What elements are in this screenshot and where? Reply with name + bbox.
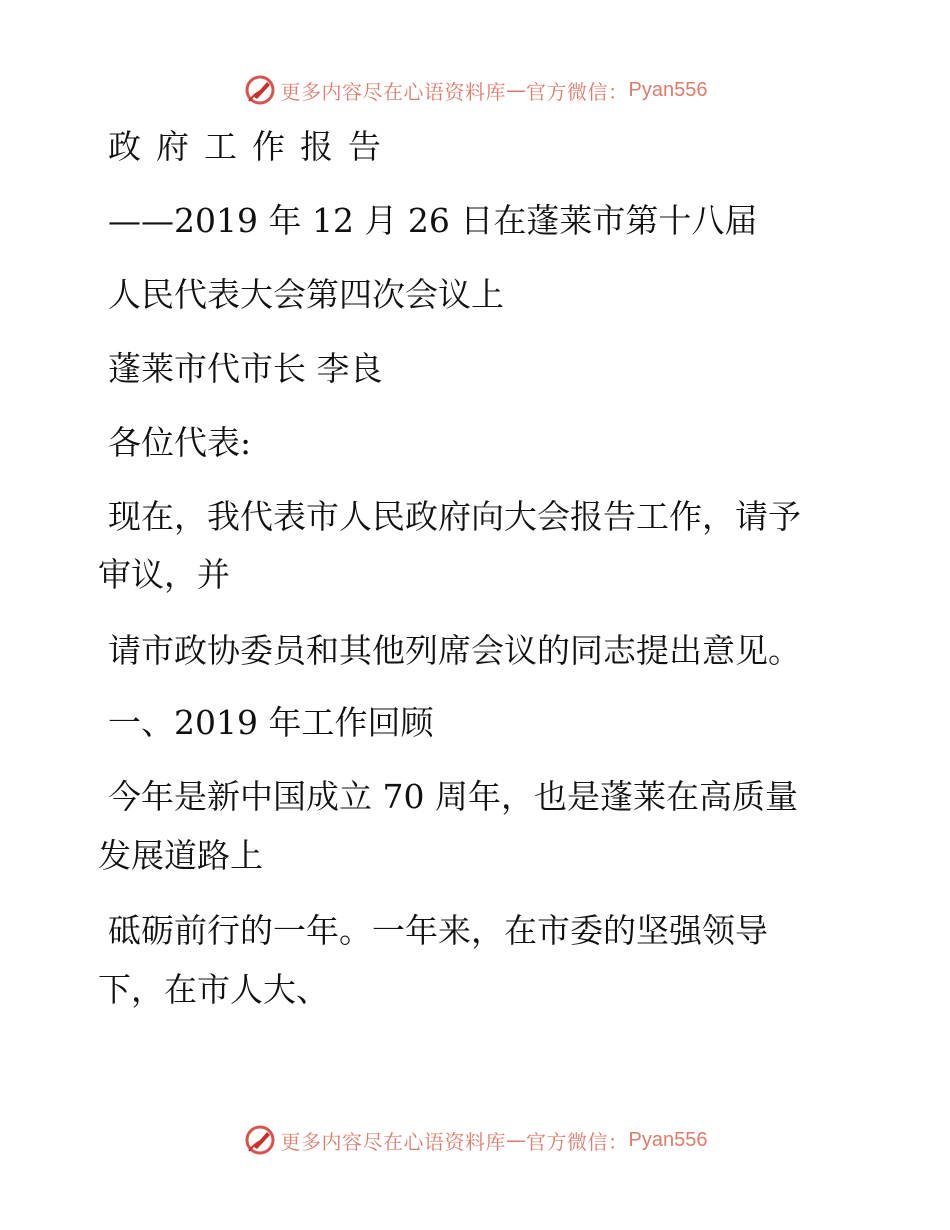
paragraph-line-7: 下，在市人大、 — [98, 970, 329, 1009]
section-heading: 一、2019 年工作回顾 — [108, 703, 434, 742]
speaker-line: 蓬莱市代市长 李良 — [108, 349, 383, 388]
salutation-line: 各位代表: — [108, 423, 252, 462]
pen-logo-icon — [243, 1123, 277, 1157]
watermark-text: 更多内容尽在心语资料库 — [280, 1129, 507, 1154]
paragraph-line-6: 砥砺前行的一年。一年来，在市委的坚强领导 — [108, 911, 768, 950]
watermark-handle: Pyan556 — [628, 78, 708, 101]
watermark-label: 官方微信： — [526, 79, 629, 104]
subtitle-line-2: 人民代表大会第四次会议上 — [108, 275, 504, 314]
paragraph-line-2: 审议，并 — [98, 555, 230, 594]
watermark-label: 官方微信： — [526, 1129, 629, 1154]
watermark-handle: Pyan556 — [628, 1128, 708, 1151]
watermark-dash: — — [506, 1128, 527, 1152]
watermark-text: 更多内容尽在心语资料库 — [280, 79, 507, 104]
paragraph-line-4: 今年是新中国成立 70 周年，也是蓬莱在高质量 — [108, 777, 798, 816]
subtitle-line-1: ——2019 年 12 月 26 日在蓬莱市第十八届 — [108, 201, 758, 240]
watermark-dash: — — [506, 78, 527, 102]
document-title: 政府工作报告 — [108, 127, 396, 166]
footer-watermark — [0, 1120, 950, 1160]
paragraph-line-3: 请市政协委员和其他列席会议的同志提出意见。 — [108, 631, 801, 670]
pen-logo-icon — [243, 73, 277, 107]
paragraph-line-1: 现在，我代表市人民政府向大会报告工作，请予 — [108, 497, 801, 536]
header-watermark — [0, 70, 950, 110]
paragraph-line-5: 发展道路上 — [98, 836, 263, 875]
